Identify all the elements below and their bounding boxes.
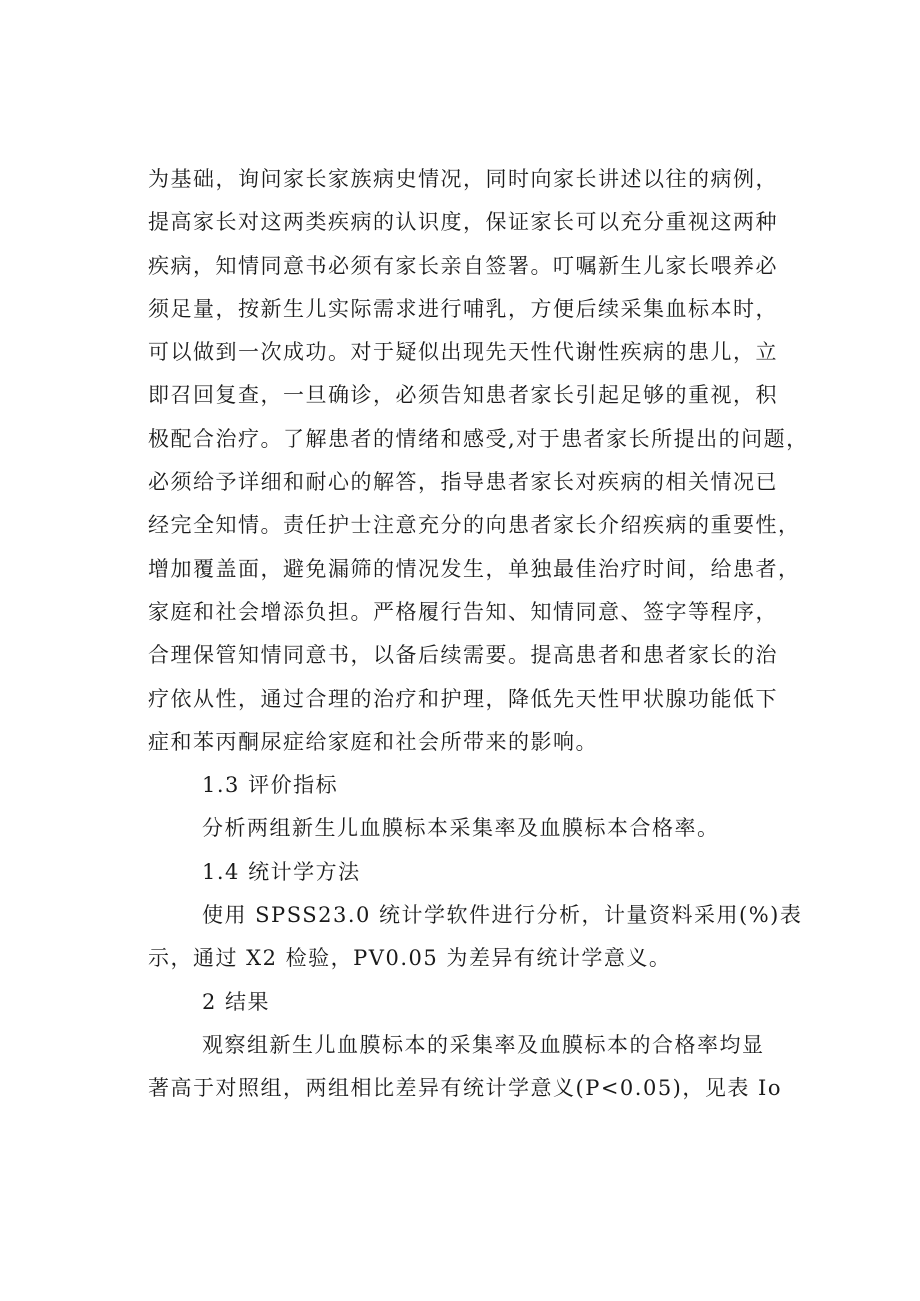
text-line: 1.3 评价指标 [202, 773, 339, 798]
text-line: 增加覆盖面，避免漏筛的情况发生，单独最佳治疗时间，给患者， [148, 556, 801, 581]
text-line: 使用 SPSS23.0 统计学软件进行分析，计量资料采用(%)表 [202, 903, 803, 928]
text-line: 可以做到一次成功。对于疑似出现先天性代谢性疾病的患儿，立 [148, 340, 778, 365]
text-line: 合理保管知情同意书，以备后续需要。提高患者和患者家长的治 [148, 643, 778, 668]
text-line: 疗依从性，通过合理的治疗和护理，降低先天性甲状腺功能低下 [148, 686, 778, 711]
text-line: 必须给予详细和耐心的解答，指导患者家长对疾病的相关情况已 [148, 470, 778, 495]
text-line: 极配合治疗。了解患者的情绪和感受,对于患者家长所提出的问题， [148, 426, 809, 451]
text-line: 症和苯丙酮尿症给家庭和社会所带来的影响。 [148, 729, 598, 754]
text-line: 为基础，询问家长家族病史情况，同时向家长讲述以往的病例， [148, 167, 778, 191]
text-line: 2 结果 [202, 989, 271, 1014]
text-line: 1.4 统计学方法 [202, 859, 361, 884]
text-line: 须足量，按新生儿实际需求进行哺乳，方便后续采集血标本时， [148, 296, 778, 321]
text-line: 著高于对照组，两组相比差异有统计学意义(P<0.05)，见表 Io [148, 1076, 782, 1101]
body-text [148, 158, 828, 1111]
text-line: 经完全知情。责任护士注意充分的向患者家长介绍疾病的重要性， [148, 513, 801, 538]
text-line: 分析两组新生儿血膜标本采集率及血膜标本合格率。 [202, 816, 720, 841]
text-line: 疾病，知情同意书必须有家长亲自签署。叮嘱新生儿家长喂养必 [148, 253, 778, 278]
text-line: 家庭和社会增添负担。严格履行告知、知情同意、签字等程序， [148, 599, 778, 624]
text-line: 提高家长对这两类疾病的认识度，保证家长可以充分重视这两种 [148, 210, 778, 235]
text-line: 观察组新生儿血膜标本的采集率及血膜标本的合格率均显 [202, 1032, 765, 1057]
text-line: 示，通过 X2 检验，PV0.05 为差异有统计学意义。 [148, 946, 672, 971]
text-line: 即召回复查，一旦确诊，必须告知患者家长引起足够的重视，积 [148, 383, 778, 408]
